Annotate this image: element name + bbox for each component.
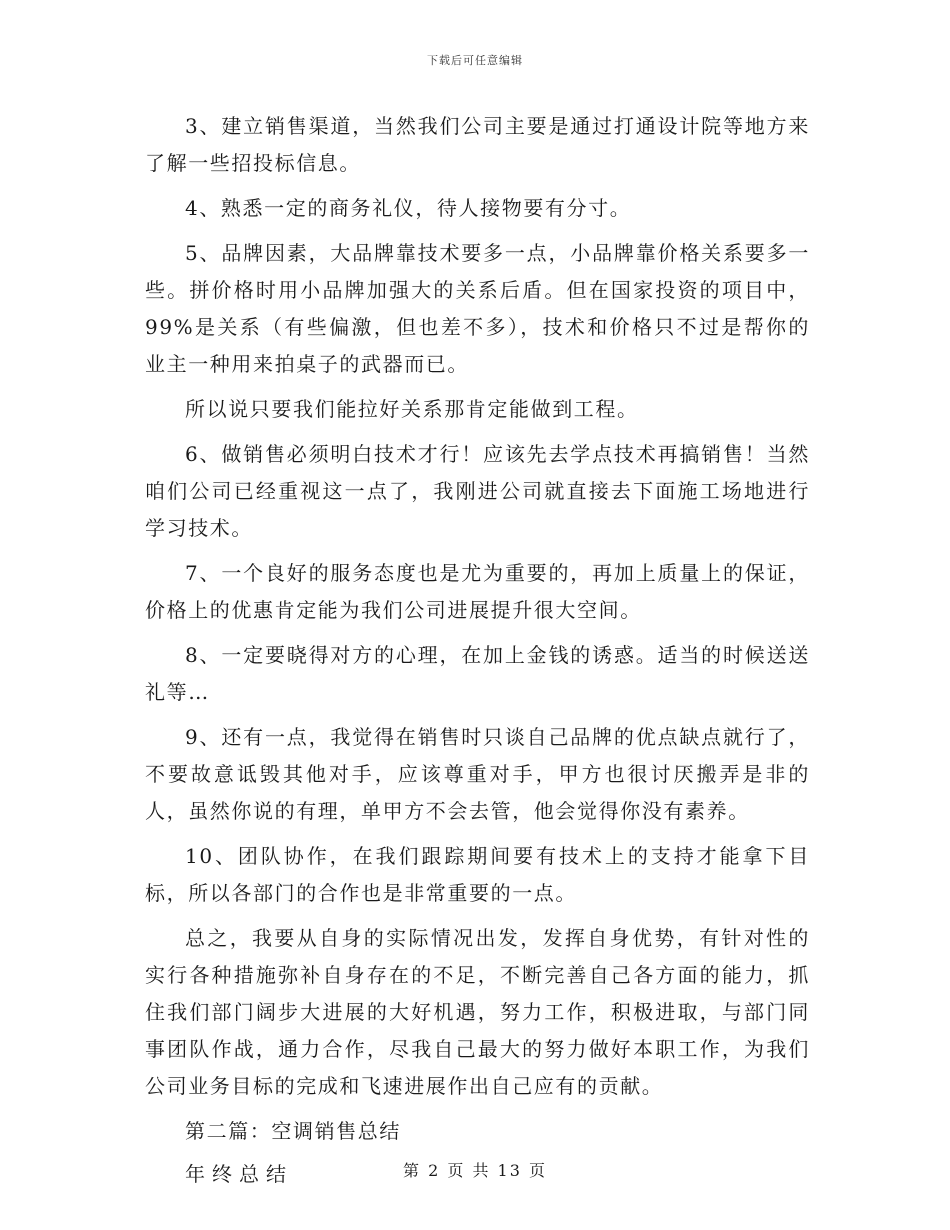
page-number-footer: 第 2 页 共 13 页 bbox=[403, 1161, 547, 1180]
page-header-note: 下载后可任意编辑 bbox=[427, 54, 523, 67]
paragraph-item-3: 3、建立销售渠道，当然我们公司主要是通过打通设计院等地方来了解一些招投标信息。 bbox=[145, 114, 810, 175]
section-heading-part-two: 第二篇：空调销售总结 bbox=[185, 1119, 401, 1143]
paragraph-item-5: 5、品牌因素，大品牌靠技术要多一点，小品牌靠价格关系要多一些。拼价格时用小品牌加强大的关系后盾。但在国家投资的项目中，99%是关系（有些偏激，但也差不多），技术和价格只不过是帮你的业主一种用来拍桌子的武器而已。 bbox=[145, 241, 810, 376]
paragraph-item-10: 10、团队协作，在我们跟踪期间要有技术上的支持才能拿下目标，所以各部门的合作也是非常重要的一点。 bbox=[145, 844, 810, 905]
section-subheading-year-end: 年终总结 bbox=[185, 1162, 293, 1186]
document-body bbox=[145, 108, 810, 1201]
paragraph-item-4: 4、熟悉一定的商务礼仪，待人接物要有分寸。 bbox=[185, 196, 632, 220]
paragraph-item-6: 6、做销售必须明白技术才行！应该先去学点技术再搞销售！当然咱们公司已经重视这一点了，我刚进公司就直接去下面施工场地进行学习技术。 bbox=[145, 442, 810, 540]
paragraph-summary: 总之，我要从自身的实际情况出发，发挥自身优势，有针对性的实行各种措施弥补自身存在的不足，不断完善自己各方面的能力，抓住我们部门阔步大进展的大好机遇，努力工作，积极进取，与部门同事团队作战，通力合作，尽我自己最大的努力做好本职工作，为我们公司业务目标的完成和飞速进展作出自己应有的贡献。 bbox=[145, 926, 810, 1098]
paragraph-item-8: 8、一定要晓得对方的心理，在加上金钱的诱惑。适当的时候送送礼等… bbox=[145, 643, 810, 704]
paragraph-relationship-note: 所以说只要我们能拉好关系那肯定能做到工程。 bbox=[185, 397, 639, 421]
paragraph-item-7: 7、一个良好的服务态度也是尤为重要的，再加上质量上的保证，价格上的优惠肯定能为我们公司进展提升很大空间。 bbox=[145, 561, 810, 622]
paragraph-item-9: 9、还有一点，我觉得在销售时只谈自己品牌的优点缺点就行了，不要故意诋毁其他对手，应该尊重对手，甲方也很讨厌搬弄是非的人，虽然你说的有理，单甲方不会去管，他会觉得你没有素养。 bbox=[145, 725, 810, 823]
